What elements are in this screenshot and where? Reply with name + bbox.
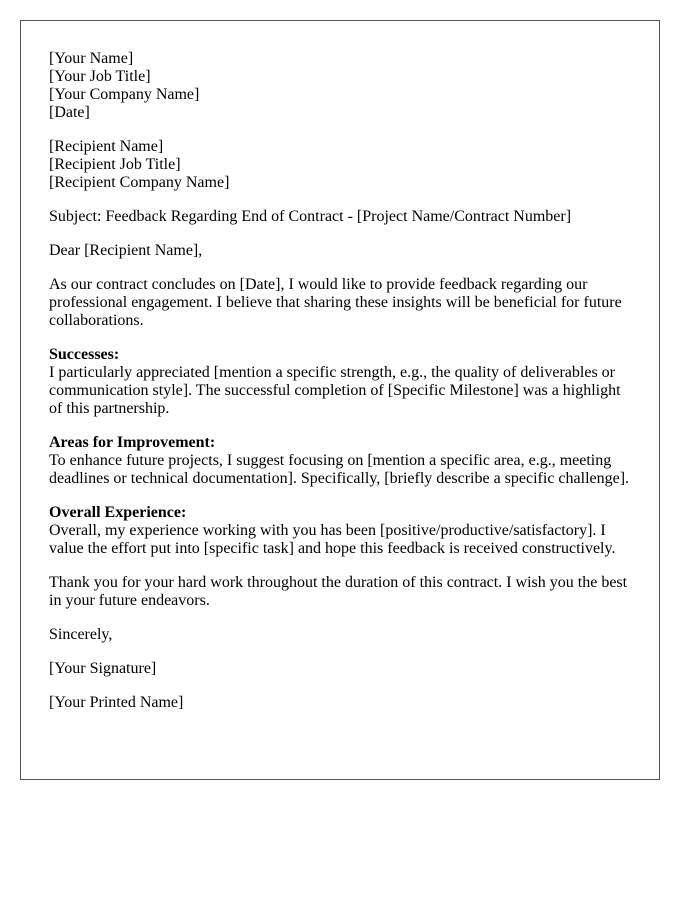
recipient-title: [Recipient Job Title] <box>49 156 181 173</box>
section-improvement <box>49 434 631 488</box>
date: [Date] <box>49 104 90 121</box>
section-heading: Areas for Improvement: <box>49 434 216 451</box>
section-successes <box>49 346 631 418</box>
section-body: I particularly appreciated [mention a specific strength, e.g., the quality of deliverables or communication style]. The successful completion of [Specific Milestone] was a highlight of this partnership. <box>49 364 621 417</box>
section-body: Overall, my experience working with you has been [positive/productive/satisfactory]. I value the effort put into [specific task] and hope this feedback is received constructively. <box>49 522 616 557</box>
section-heading: Overall Experience: <box>49 504 187 521</box>
recipient-block <box>49 138 631 192</box>
letter-page <box>20 20 660 780</box>
sender-name: [Your Name] <box>49 50 134 67</box>
salutation: Dear [Recipient Name], <box>49 242 203 259</box>
section-heading: Successes: <box>49 346 120 363</box>
printed-name: [Your Printed Name] <box>49 694 184 711</box>
sender-block <box>49 50 631 122</box>
section-overall <box>49 504 631 558</box>
section-body: To enhance future projects, I suggest focusing on [mention a specific area, e.g., meeting deadlines or technical documentation]. Specifically, [briefly describe a specific challenge]. <box>49 452 630 487</box>
closing: Sincerely, <box>49 626 113 643</box>
sender-title: [Your Job Title] <box>49 68 151 85</box>
closing-paragraph: Thank you for your hard work throughout the duration of this contract. I wish you the best in your future endeavors. <box>49 574 628 609</box>
sender-company: [Your Company Name] <box>49 86 200 103</box>
subject: Subject: Feedback Regarding End of Contract - [Project Name/Contract Number] <box>49 208 572 225</box>
recipient-name: [Recipient Name] <box>49 138 164 155</box>
signature: [Your Signature] <box>49 660 157 677</box>
recipient-company: [Recipient Company Name] <box>49 174 230 191</box>
intro: As our contract concludes on [Date], I would like to provide feedback regarding our professional engagement. I believe that sharing these insights will be beneficial for future collaborations. <box>49 276 622 329</box>
